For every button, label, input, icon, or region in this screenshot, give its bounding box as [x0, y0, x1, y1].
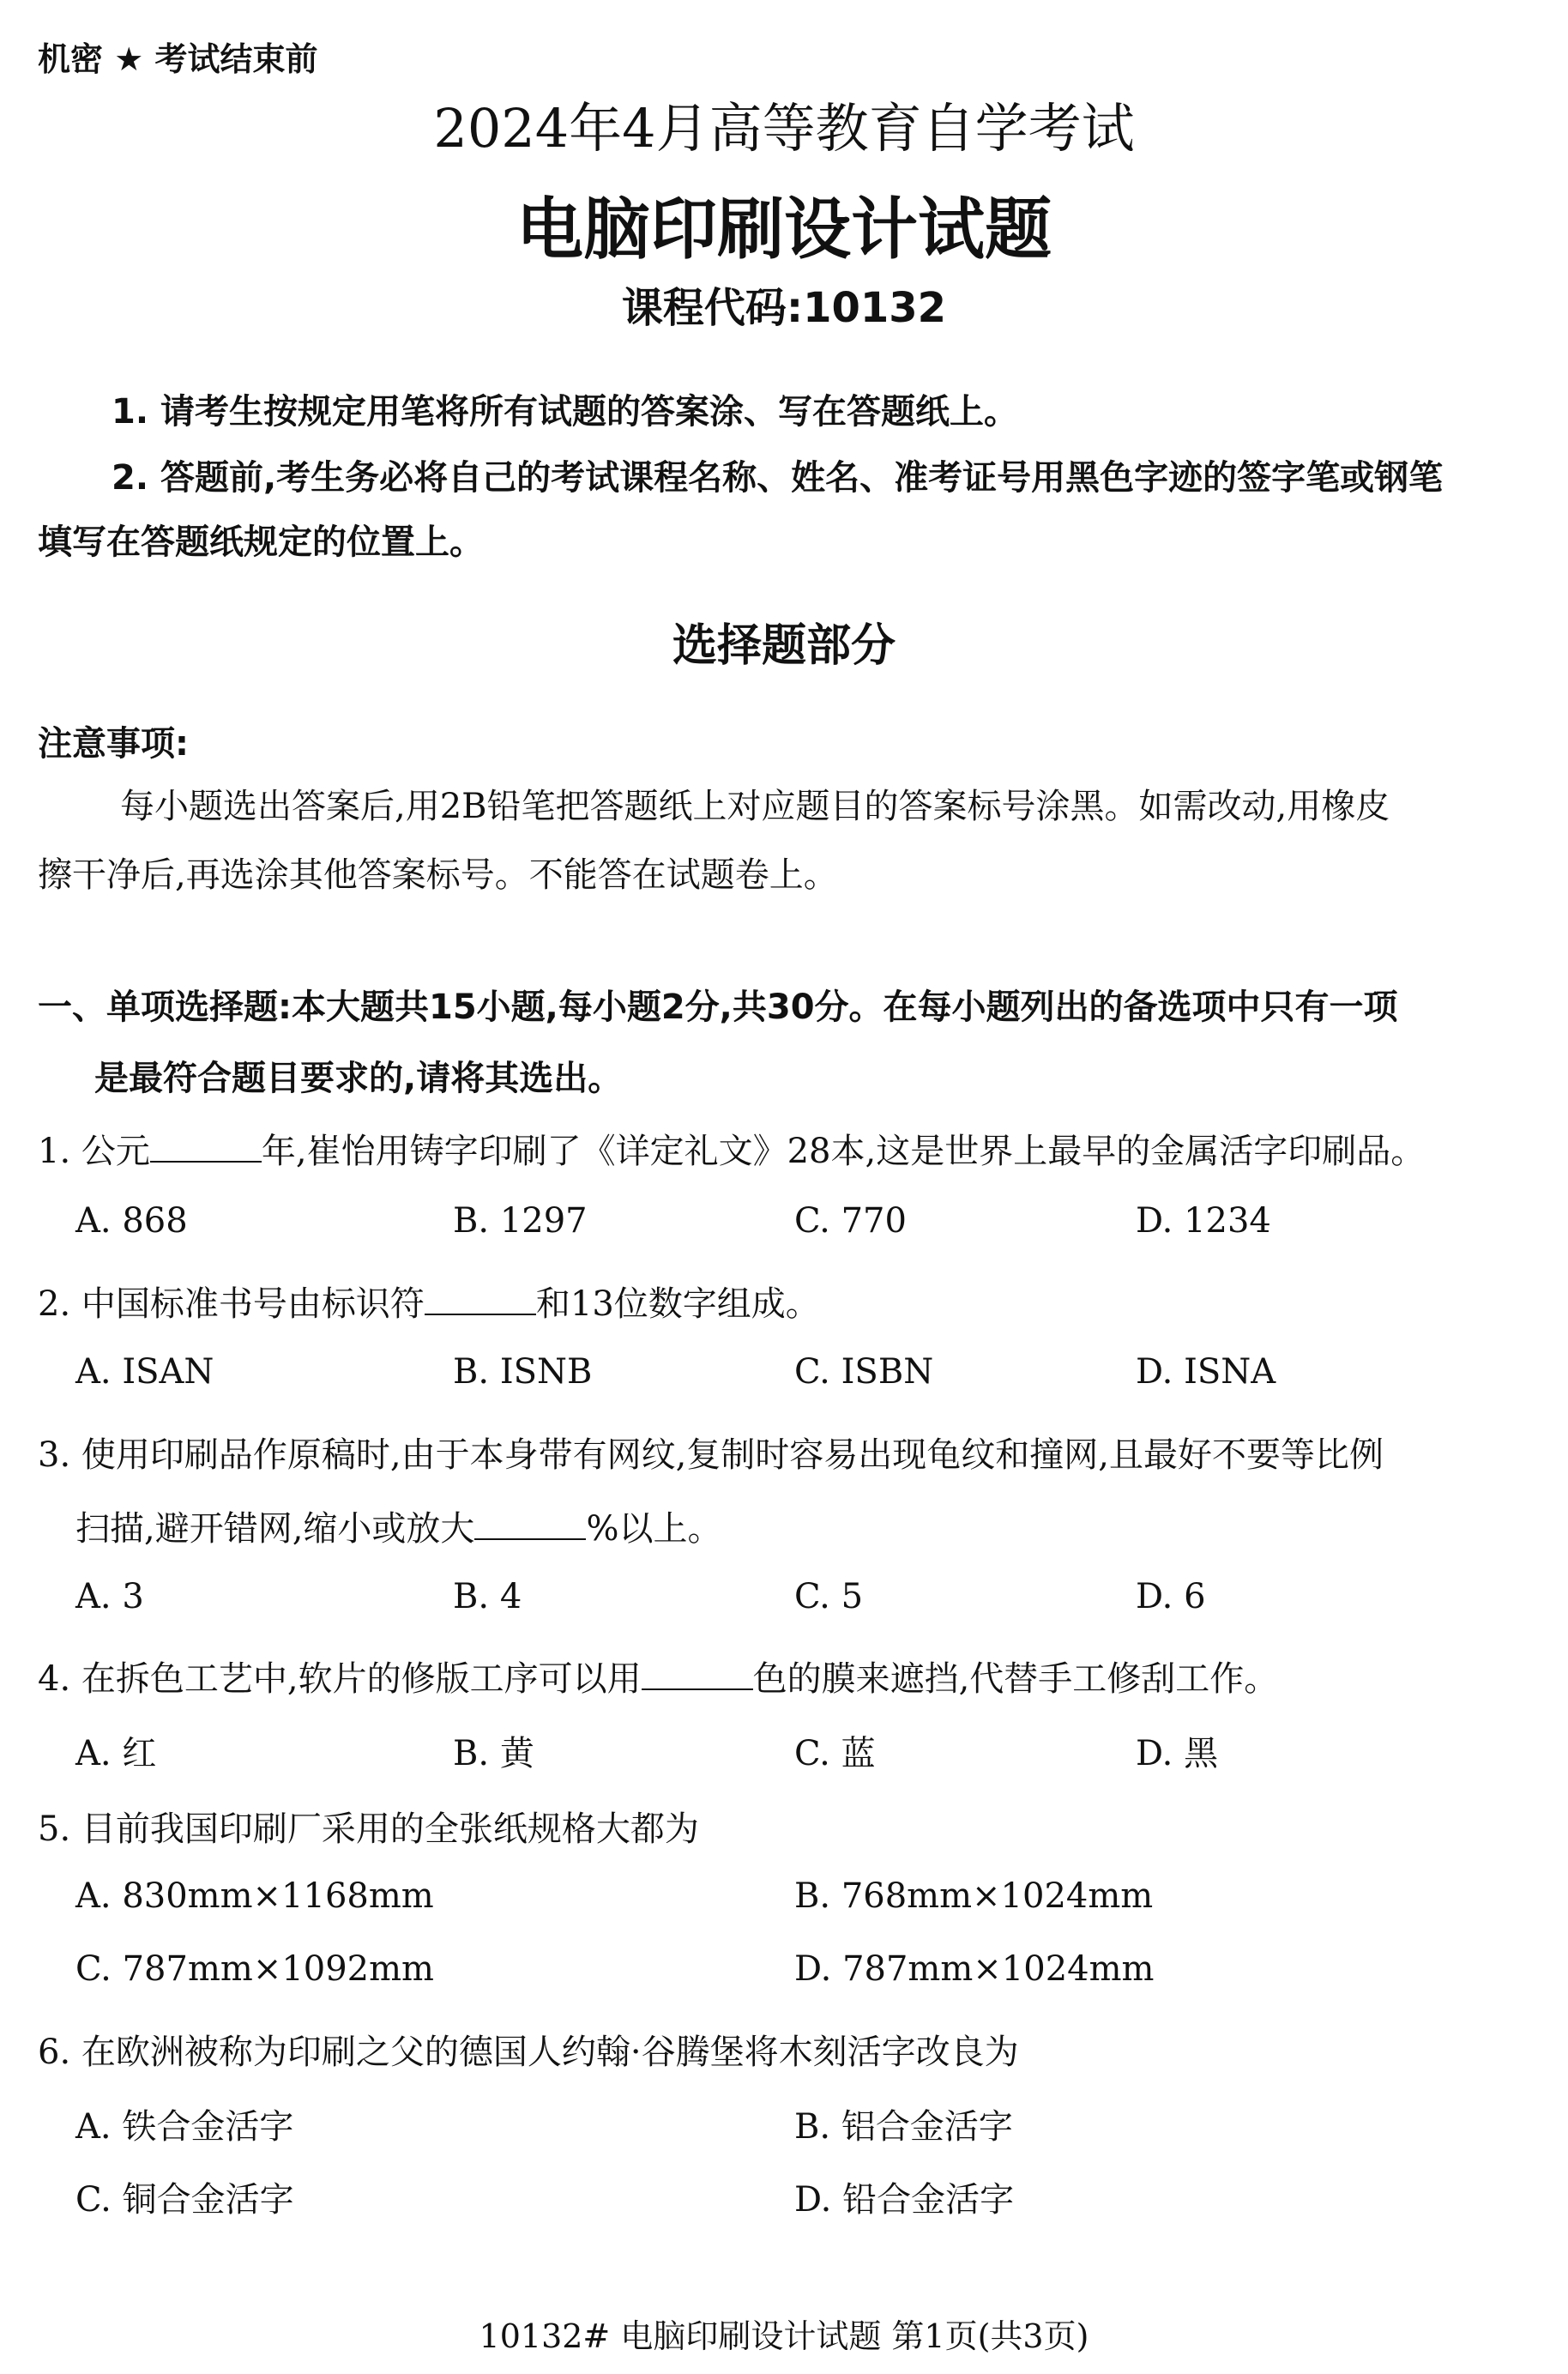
subject-title: 电脑印刷设计试题: [516, 191, 1052, 269]
question-3-line-2: [75, 1501, 721, 1550]
instruction-2: 2. 答题前,考生务必将自己的考试课程名称、姓名、准考证号用黑色字迹的签字笔或钢笔: [112, 458, 1444, 498]
q5-option-b: B. 768mm×1024mm: [794, 1876, 1154, 1916]
instruction-2-cont: 填写在答题纸规定的位置上。: [38, 523, 484, 562]
q5-option-a: A. 830mm×1168mm: [75, 1876, 434, 1916]
answer-blank: [425, 1284, 536, 1315]
part-heading-line-1: 一、单项选择题:本大题共15小题,每小题2分,共30分。在每小题列出的备选项中只有一项: [38, 988, 1398, 1027]
question-6: 6. 在欧洲被称为印刷之父的德国人约翰·谷腾堡将木刻活字改良为: [38, 2033, 1019, 2072]
notice-label: 注意事项:: [38, 724, 189, 764]
notice-line-2: 擦干净后,再选涂其他答案标号。不能答在试题卷上。: [38, 855, 838, 895]
question-2-text-pre: 2. 中国标准书号由标识符: [38, 1284, 425, 1324]
instruction-1: 1. 请考生按规定用笔将所有试题的答案涂、写在答题纸上。: [112, 392, 1018, 432]
confidential-label: 机密 ★ 考试结束前: [38, 40, 318, 78]
question-1-text-post: 年,崔怡用铸字印刷了《详定礼文》28本,这是世界上最早的金属活字印刷品。: [261, 1132, 1426, 1171]
question-3-text-post: %以上。: [586, 1509, 722, 1549]
q6-option-d: D. 铅合金活字: [794, 2180, 1015, 2220]
question-4: [38, 1652, 1278, 1700]
course-code: 课程代码:10132: [621, 284, 947, 332]
q1-option-a: A. 868: [75, 1201, 188, 1241]
q3-option-c: C. 5: [794, 1577, 864, 1616]
q5-option-d: D. 787mm×1024mm: [794, 1949, 1155, 1989]
q1-option-d: D. 1234: [1136, 1201, 1271, 1241]
page-footer: 10132# 电脑印刷设计试题 第1页(共3页): [479, 2317, 1089, 2355]
q2-option-a: A. ISAN: [75, 1352, 214, 1392]
question-1-text-pre: 1. 公元: [38, 1132, 150, 1171]
q4-option-d: D. 黑: [1136, 1734, 1219, 1773]
q5-option-c: C. 787mm×1092mm: [75, 1949, 434, 1989]
part-heading-line-2: 是最符合题目要求的,请将其选出。: [94, 1059, 623, 1098]
section-title: 选择题部分: [672, 620, 896, 672]
answer-blank: [642, 1659, 753, 1690]
q2-option-d: D. ISNA: [1136, 1352, 1276, 1392]
notice-line-1: 每小题选出答案后,用2B铅笔把答题纸上对应题目的答案标号涂黑。如需改动,用橡皮: [120, 787, 1390, 826]
question-4-text-pre: 4. 在拆色工艺中,软片的修版工序可以用: [38, 1659, 642, 1699]
q4-option-c: C. 蓝: [794, 1734, 876, 1773]
q3-option-a: A. 3: [75, 1577, 144, 1616]
q1-option-b: B. 1297: [453, 1201, 588, 1241]
answer-blank: [150, 1132, 262, 1163]
q6-option-c: C. 铜合金活字: [75, 2180, 294, 2220]
q3-option-d: D. 6: [1136, 1577, 1206, 1616]
answer-blank: [474, 1509, 586, 1540]
q6-option-b: B. 铝合金活字: [794, 2107, 1013, 2147]
question-2: [38, 1277, 820, 1326]
q4-option-a: A. 红: [75, 1734, 157, 1773]
question-2-text-post: 和13位数字组成。: [535, 1284, 820, 1324]
question-1: [38, 1124, 1425, 1173]
question-4-text-post: 色的膜来遮挡,代替手工修刮工作。: [752, 1659, 1279, 1699]
question-3-line-1: 3. 使用印刷品作原稿时,由于本身带有网纹,复制时容易出现龟纹和撞网,且最好不要等比例: [38, 1435, 1384, 1475]
exam-title: 2024年4月高等教育自学考试: [433, 97, 1135, 160]
q2-option-b: B. ISNB: [453, 1352, 593, 1392]
q2-option-c: C. ISBN: [794, 1352, 934, 1392]
q4-option-b: B. 黄: [453, 1734, 534, 1773]
q6-option-a: A. 铁合金活字: [75, 2107, 294, 2147]
question-3-text-pre: 扫描,避开错网,缩小或放大: [75, 1509, 475, 1549]
question-5: 5. 目前我国印刷厂采用的全张纸规格大都为: [38, 1809, 699, 1849]
q3-option-b: B. 4: [453, 1577, 522, 1616]
q1-option-c: C. 770: [794, 1201, 907, 1241]
